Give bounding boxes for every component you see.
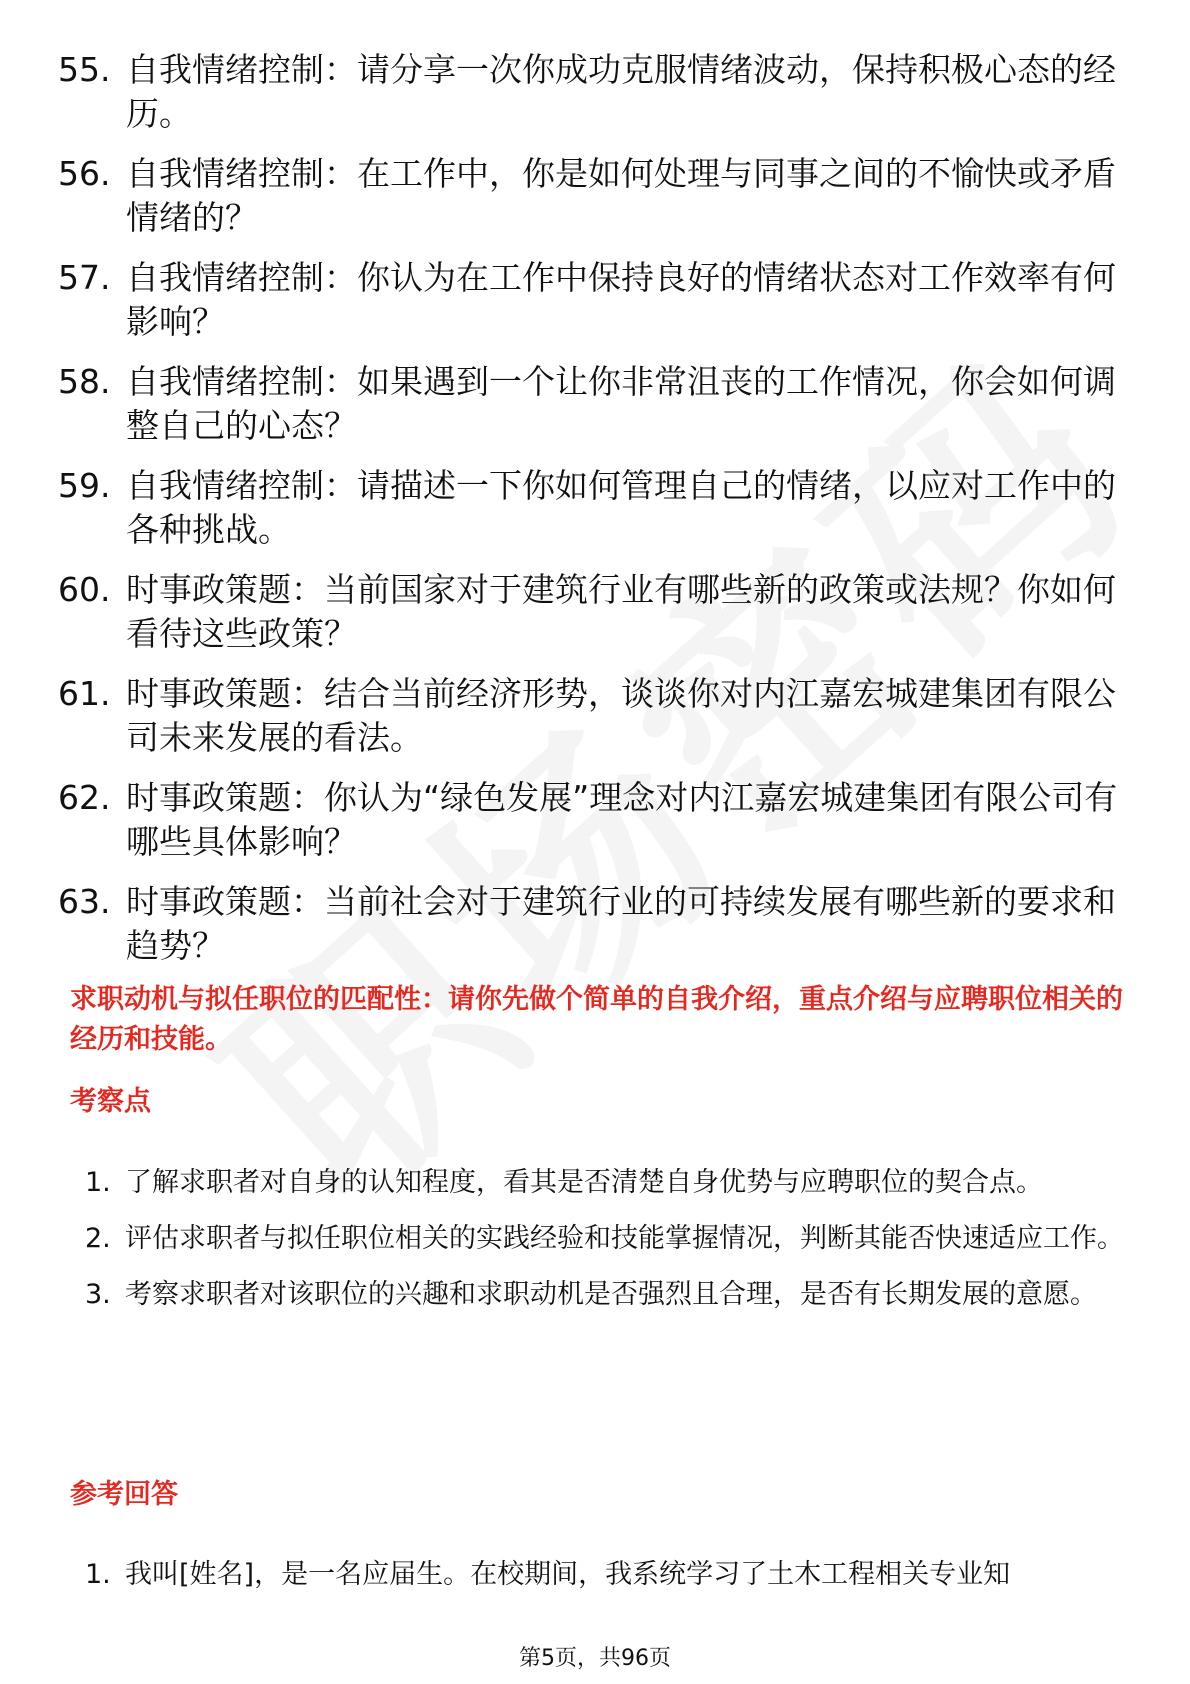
question-text: 时事政策题：结合当前经济形势，谈谈你对内江嘉宏城建集团有限公司未来发展的看法。 [126, 674, 1116, 757]
question-item [58, 48, 1138, 136]
list-item-number: 3. [85, 1279, 111, 1310]
question-text: 自我情绪控制：如果遇到一个让你非常沮丧的工作情况，你会如何调整自己的心态？ [126, 362, 1116, 445]
question-item [58, 464, 1138, 552]
question-text: 自我情绪控制：在工作中，你是如何处理与同事之间的不愉快或矛盾情绪的？ [126, 154, 1116, 237]
question-text: 时事政策题：你认为“绿色发展”理念对内江嘉宏城建集团有限公司有哪些具体影响？ [126, 778, 1118, 861]
list-item [85, 1155, 1135, 1211]
list-item [85, 1211, 1135, 1267]
question-item [58, 568, 1138, 656]
question-number: 63. [58, 882, 111, 921]
question-item [58, 256, 1138, 344]
assessment-label: 考察点 [70, 1086, 151, 1117]
question-number: 58. [58, 362, 111, 401]
question-item [58, 776, 1138, 864]
question-number: 59. [58, 466, 111, 505]
question-text: 时事政策题：当前社会对于建筑行业的可持续发展有哪些新的要求和趋势？ [126, 882, 1116, 965]
page-footer: 第5页，共96页 [519, 1646, 671, 1671]
question-text: 自我情绪控制：请分享一次你成功克服情绪波动，保持积极心态的经历。 [126, 50, 1116, 133]
question-number: 60. [58, 570, 111, 609]
list-item-text: 评估求职者与拟任职位相关的实践经验和技能掌握情况，判断其能否快速适应工作。 [125, 1223, 1124, 1254]
reference-answer-label: 参考回答 [70, 1479, 178, 1510]
list-item [85, 1547, 1135, 1603]
question-item [58, 672, 1138, 760]
list-item-text: 了解求职者对自身的认知程度，看其是否清楚自身优势与应聘职位的契合点。 [125, 1167, 1043, 1198]
question-number: 61. [58, 674, 111, 713]
question-number: 55. [58, 50, 111, 89]
question-item [58, 152, 1138, 240]
section-heading: 求职动机与拟任职位的匹配性：请你先做个简单的自我介绍，重点介绍与应聘职位相关的经历和技能。 [70, 984, 1123, 1055]
question-number: 62. [58, 778, 111, 817]
question-text: 自我情绪控制：你认为在工作中保持良好的情绪状态对工作效率有何影响？ [126, 258, 1116, 341]
list-item-number: 1. [85, 1167, 111, 1198]
list-item-number: 1. [85, 1559, 111, 1590]
question-number: 56. [58, 154, 111, 193]
question-item [58, 360, 1138, 448]
question-number: 57. [58, 258, 111, 297]
question-text: 时事政策题：当前国家对于建筑行业有哪些新的政策或法规？你如何看待这些政策？ [126, 570, 1116, 653]
reference-answers-list [85, 1547, 1135, 1603]
question-text: 自我情绪控制：请描述一下你如何管理自己的情绪，以应对工作中的各种挑战。 [126, 466, 1116, 549]
list-item-text: 考察求职者对该职位的兴趣和求职动机是否强烈且合理，是否有长期发展的意愿。 [125, 1279, 1097, 1310]
question-item [58, 880, 1138, 968]
list-item-number: 2. [85, 1223, 111, 1254]
assessment-points-list [85, 1155, 1135, 1323]
list-item-text: 我叫[姓名]，是一名应届生。在校期间，我系统学习了土木工程相关专业知 [125, 1559, 1011, 1590]
list-item [85, 1267, 1135, 1323]
question-list [58, 48, 1138, 984]
